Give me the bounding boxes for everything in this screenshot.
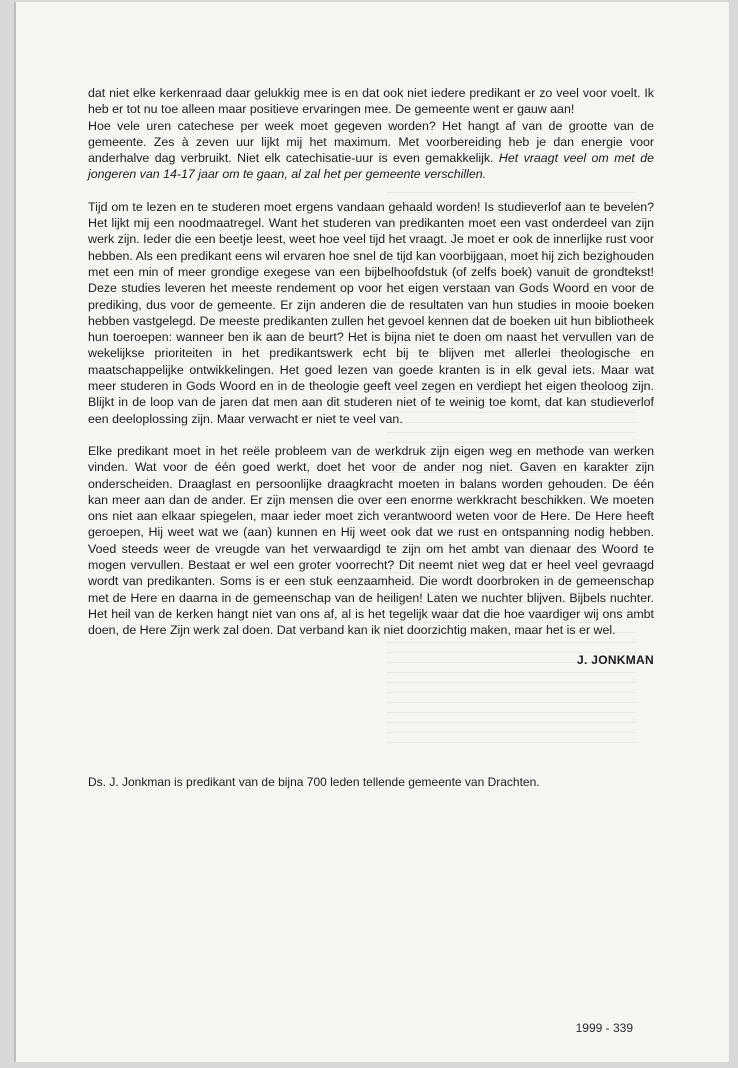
page-sheet [14,2,730,1062]
paragraph-3: Tijd om te lezen en te studeren moet ergens vandaan gehaald worden! Is studieverlof aan te bevelen? Het lijkt mij een noodmaatregel. Want het studeren van predikanten moet een vast onderdeel van zijn werk zijn. Ieder die een beetje leest, weet hoe veel tijd het vraagt. Je moet er ook de innerlijke rust voor hebben. Als een predikant eens wil ervaren hoe snel de tijd kan voorbijgaan, moet hij zich bezighouden met een min of meer grondige exegese van een bijbelhoofdstuk (of zelfs boek) vanuit de grondtekst! Deze studies leveren het meeste rendement op voor het eigen verstaan van Gods Woord en voor de prediking, dus voor de gemeente. Er zijn anderen die de resultaten van hun studies in mooie boeken hebben vastgelegd. De meeste predikanten zullen het gevoel kennen dat de boeken uit hun bibliotheek hun toeroepen: wanneer ben ik aan de beurt? Het is bijna niet te doen om naast het vervullen van de wekelijkse prioriteiten in het predikantswerk echt bij te blijven met allerlei theologische en maatschappelijke ontwikkelingen. Het goed lezen van goede kranten is in elk geval iets. Maar wat meer studeren in Gods Woord en in de theologie geeft veel zegen en verdiept het eigen theoloog zijn. Blijkt in de loop van de jaren dat men aan dit studeren niet of te weinig toe komt, dat kan studieverlof een deeloplossing zijn. Maar verwacht er niet te veel van. [88,199,654,426]
author-bio: Ds. J. Jonkman is predikant van de bijna 700 leden tellende gemeente van Drachten. [88,775,540,789]
paragraph-2-text: Hoe vele uren catechese per week moet gegeven worden? Het hangt af van de grootte van de gemeente. Zes à zeven uur lijkt mij het maximum. Met voorbereiding heb je dan energie voor anderhalve dag verbruikt. Niet elk catechisatie-uur is even gemakkelijk. [88,118,654,166]
author-signature: J. JONKMAN [576,652,654,667]
paragraph-4: Elke predikant moet in het reële probleem van de werkdruk zijn eigen weg en methode van werken vinden. Wat voor de één goed werkt, doet het voor de ander nog niet. Gaven en karakter zijn onderscheiden. Draaglast en persoonlijke draagkracht moeten in balans worden gehouden. De één kan meer aan dan de ander. Er zijn mensen die over een enorme werkkracht beschikken. We moeten ons niet aan elkaar spiegelen, maar ieder moet zich verantwoord weten voor de Here. De Here heeft geroepen, Hij weet wat we (aan) kunnen en Hij weet ook dat we rust en ontspanning nodig hebben. Voed steeds weer de vreugde van het verwaardigd te zijn om het ambt van dienaar des Woord te mogen vervullen. Bestaat er wel een groter voorrecht? Dit neemt niet weg dat er heel veel gevraagd wordt van predikanten. Soms is er een stuk eenzaamheid. Die wordt doorbroken in de gemeenschap met de Here en daarna in de gemeenschap van de heiligen! Laten we nuchter blijven. Bijbels nuchter. Het heil van de kerken hangt niet van ons af, al is het tegelijk waar dat die hoe vaardiger wij ons ambt doen, de Here Zijn werk zal doen. Dat verband kan ik niet doorzichtig maken, maar het is er wel. [88,443,654,638]
page-number: 1999 - 339 [575,1021,633,1035]
paragraph-1: dat niet elke kerkenraad daar gelukkig mee is en dat ook niet iedere predikant er zo veel voor voelt. Ik heb er tot nu toe alleen maar positieve ervaringen mee. De gemeente went er gauw aan! [88,86,654,117]
paragraph-2-italic: Het vraagt veel om met de jongeren van 14-17 jaar om te gaan, al zal het per gemeente verschillen. [88,151,654,182]
paragraph-2 [88,118,654,183]
article-body [88,85,654,668]
